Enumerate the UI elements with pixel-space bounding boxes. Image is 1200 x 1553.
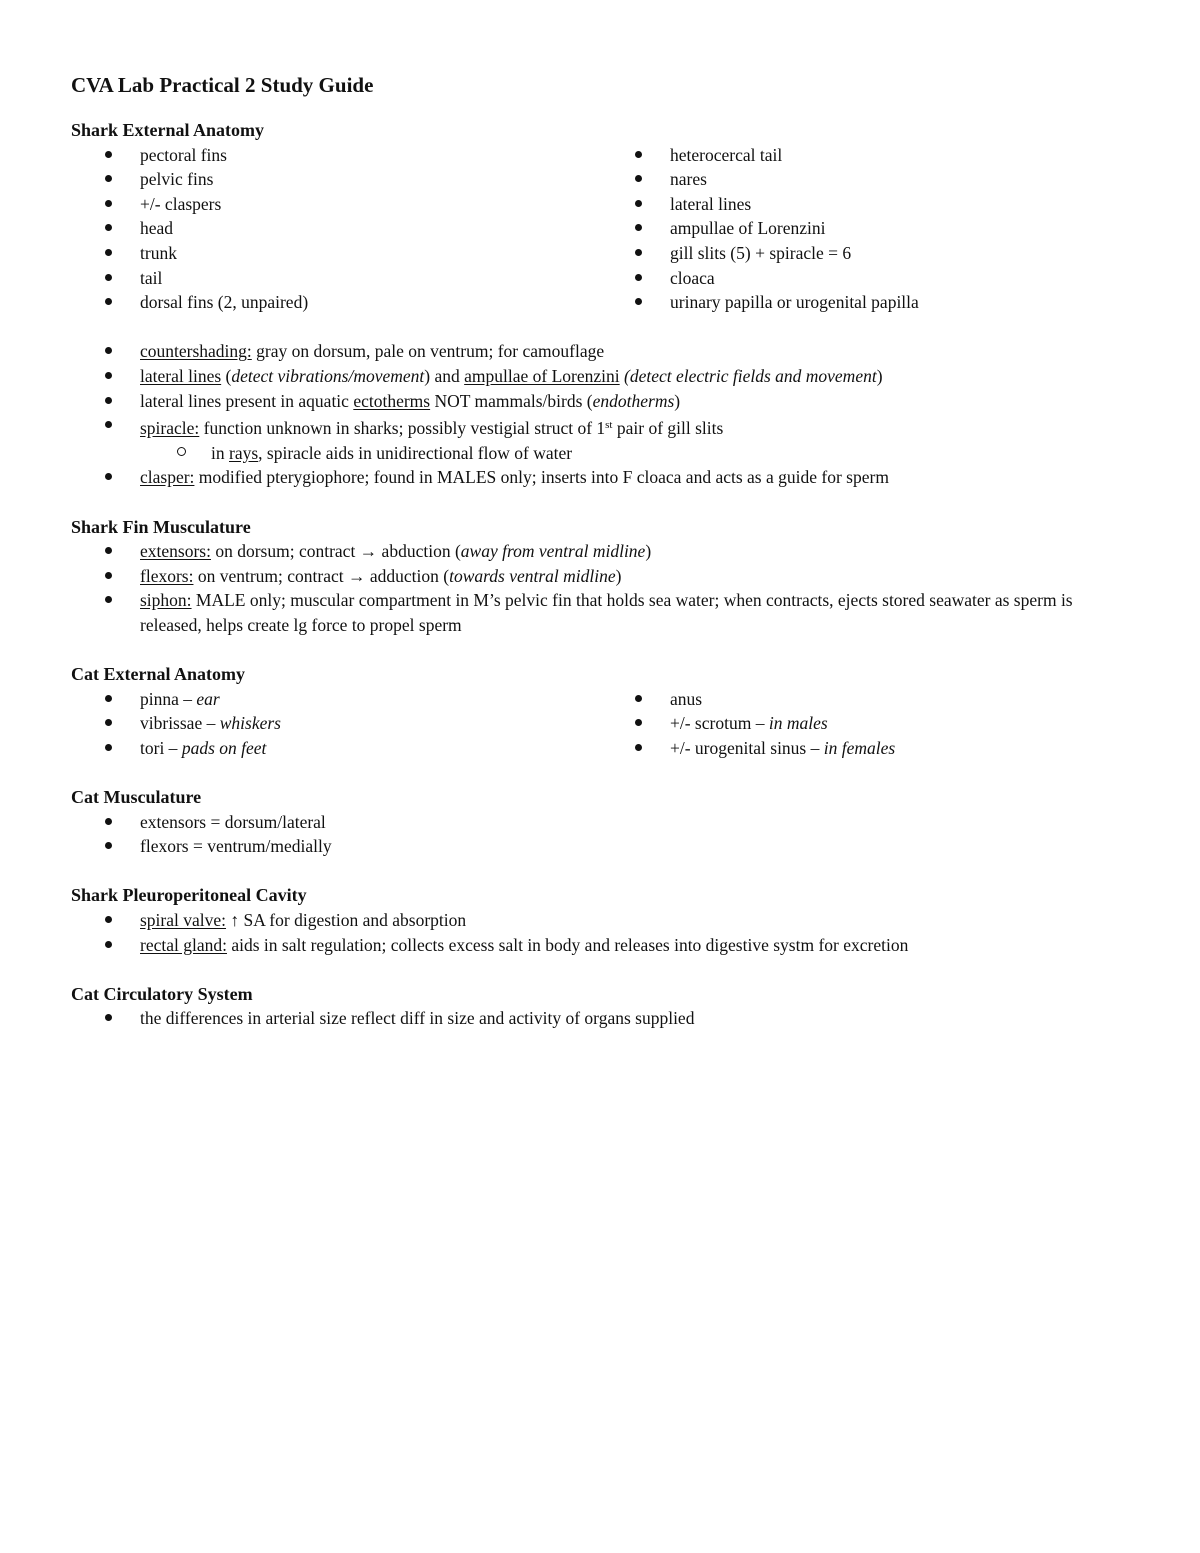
- list-item-spiracle: spiracle: function unknown in sharks; possibly vestigial struct of 1st pair of gill slits: [71, 413, 1131, 441]
- list-item: pelvic fins: [71, 167, 601, 192]
- list-item: gill slits (5) + spiracle = 6: [601, 241, 1131, 266]
- section-shark-external-anatomy: [71, 118, 1131, 490]
- bullet-icon: [635, 719, 642, 726]
- notes-list: [71, 339, 1131, 490]
- bullet-icon: [635, 744, 642, 751]
- list-item-spiral-valve: spiral valve: ↑ SA for digestion and absorption: [71, 908, 1131, 933]
- list-item-extensors: extensors: on dorsum; contract → abduction (away from ventral midline): [71, 539, 1131, 564]
- bullet-icon: [635, 274, 642, 281]
- bullet-icon: [635, 298, 642, 305]
- section-heading: Cat Circulatory System: [71, 983, 253, 1004]
- bullet-icon: [635, 151, 642, 158]
- list-column-left: [71, 143, 601, 315]
- bullet-icon: [105, 224, 112, 231]
- bullet-icon: [105, 719, 112, 726]
- bullet-icon: [105, 818, 112, 825]
- bullet-icon: [105, 744, 112, 751]
- list-column-left: [71, 687, 601, 761]
- section-cat-musculature: [71, 785, 1131, 859]
- bullet-icon: [105, 1014, 112, 1021]
- document-title: CVA Lab Practical 2 Study Guide: [71, 73, 374, 97]
- bullet-icon: [105, 372, 112, 379]
- list-item: tori – pads on feet: [71, 736, 601, 761]
- bullet-icon: [105, 298, 112, 305]
- bullet-icon: [105, 695, 112, 702]
- bullet-icon: [105, 842, 112, 849]
- two-column-list: [71, 687, 1131, 761]
- section-heading: Shark External Anatomy: [71, 120, 265, 140]
- list-item: urinary papilla or urogenital papilla: [601, 290, 1131, 315]
- list-item-lateral-lines: lateral lines (detect vibrations/movement) and ampullae of Lorenzini (detect electric fields and movement): [71, 364, 1131, 389]
- bullet-icon: [105, 547, 112, 554]
- list-item: +/- claspers: [71, 192, 601, 217]
- bullet-icon: [105, 347, 112, 354]
- list: [71, 810, 1131, 859]
- section-heading: Cat External Anatomy: [71, 664, 245, 685]
- list-column-right: [601, 143, 1131, 315]
- two-column-list: [71, 143, 1131, 315]
- bullet-icon: [105, 200, 112, 207]
- list-item: extensors = dorsum/lateral: [71, 810, 1131, 835]
- list-item-siphon: siphon: MALE only; muscular compartment in M’s pelvic fin that holds sea water; when contracts, ejects stored seawater as sperm is released, helps create lg force to propel sperm: [71, 588, 1131, 637]
- list-item: dorsal fins (2, unpaired): [71, 290, 601, 315]
- list-item-ectotherms: lateral lines present in aquatic ectotherms NOT mammals/birds (endotherms): [71, 389, 1131, 414]
- list: [71, 539, 1131, 637]
- list-item: cloaca: [601, 266, 1131, 291]
- hollow-bullet-icon: [177, 447, 186, 456]
- list-item: vibrissae – whiskers: [71, 711, 601, 736]
- bullet-icon: [105, 916, 112, 923]
- list-column-right: [601, 687, 1131, 761]
- bullet-icon: [635, 249, 642, 256]
- bullet-icon: [635, 224, 642, 231]
- list-subitem-rays: in rays, spiracle aids in unidirectional flow of water: [71, 441, 1131, 466]
- list-item: tail: [71, 266, 601, 291]
- section-shark-fin-musculature: [71, 515, 1131, 638]
- section-cat-external-anatomy: [71, 662, 1131, 760]
- bullet-icon: [105, 274, 112, 281]
- bullet-icon: [105, 596, 112, 603]
- bullet-icon: [635, 175, 642, 182]
- document-body: [71, 71, 1131, 1056]
- list-item: trunk: [71, 241, 601, 266]
- bullet-icon: [105, 941, 112, 948]
- bullet-icon: [105, 397, 112, 404]
- bullet-icon: [105, 151, 112, 158]
- list: [71, 908, 1131, 957]
- list-item: +/- scrotum – in males: [601, 711, 1131, 736]
- list-item: anus: [601, 687, 1131, 712]
- list-item: heterocercal tail: [601, 143, 1131, 168]
- list-item-clasper: clasper: modified pterygiophore; found in MALES only; inserts into F cloaca and acts as a guide for sperm: [71, 465, 1131, 490]
- list-item: lateral lines: [601, 192, 1131, 217]
- list-item: the differences in arterial size reflect diff in size and activity of organs supplied: [71, 1006, 1131, 1031]
- list-item-countershading: countershading: gray on dorsum, pale on ventrum; for camouflage: [71, 339, 1131, 364]
- list-item: head: [71, 216, 601, 241]
- bullet-icon: [635, 200, 642, 207]
- list-item: nares: [601, 167, 1131, 192]
- list: [71, 1006, 1131, 1031]
- list-item-rectal-gland: rectal gland: aids in salt regulation; collects excess salt in body and releases into digestive systm for excretion: [71, 933, 1131, 958]
- list-item: flexors = ventrum/medially: [71, 834, 1131, 859]
- section-heading: Shark Pleuroperitoneal Cavity: [71, 885, 307, 906]
- section-shark-pleuroperitoneal-cavity: [71, 883, 1131, 957]
- list-item: ampullae of Lorenzini: [601, 216, 1131, 241]
- list-item: pectoral fins: [71, 143, 601, 168]
- bullet-icon: [635, 695, 642, 702]
- bullet-icon: [105, 421, 112, 428]
- list-item: +/- urogenital sinus – in females: [601, 736, 1131, 761]
- list-item-flexors: flexors: on ventrum; contract → adduction (towards ventral midline): [71, 564, 1131, 589]
- bullet-icon: [105, 473, 112, 480]
- bullet-icon: [105, 572, 112, 579]
- section-cat-circulatory-system: [71, 982, 1131, 1031]
- bullet-icon: [105, 175, 112, 182]
- list-item: pinna – ear: [71, 687, 601, 712]
- section-heading: Cat Musculature: [71, 787, 202, 808]
- bullet-icon: [105, 249, 112, 256]
- section-heading: Shark Fin Musculature: [71, 516, 251, 537]
